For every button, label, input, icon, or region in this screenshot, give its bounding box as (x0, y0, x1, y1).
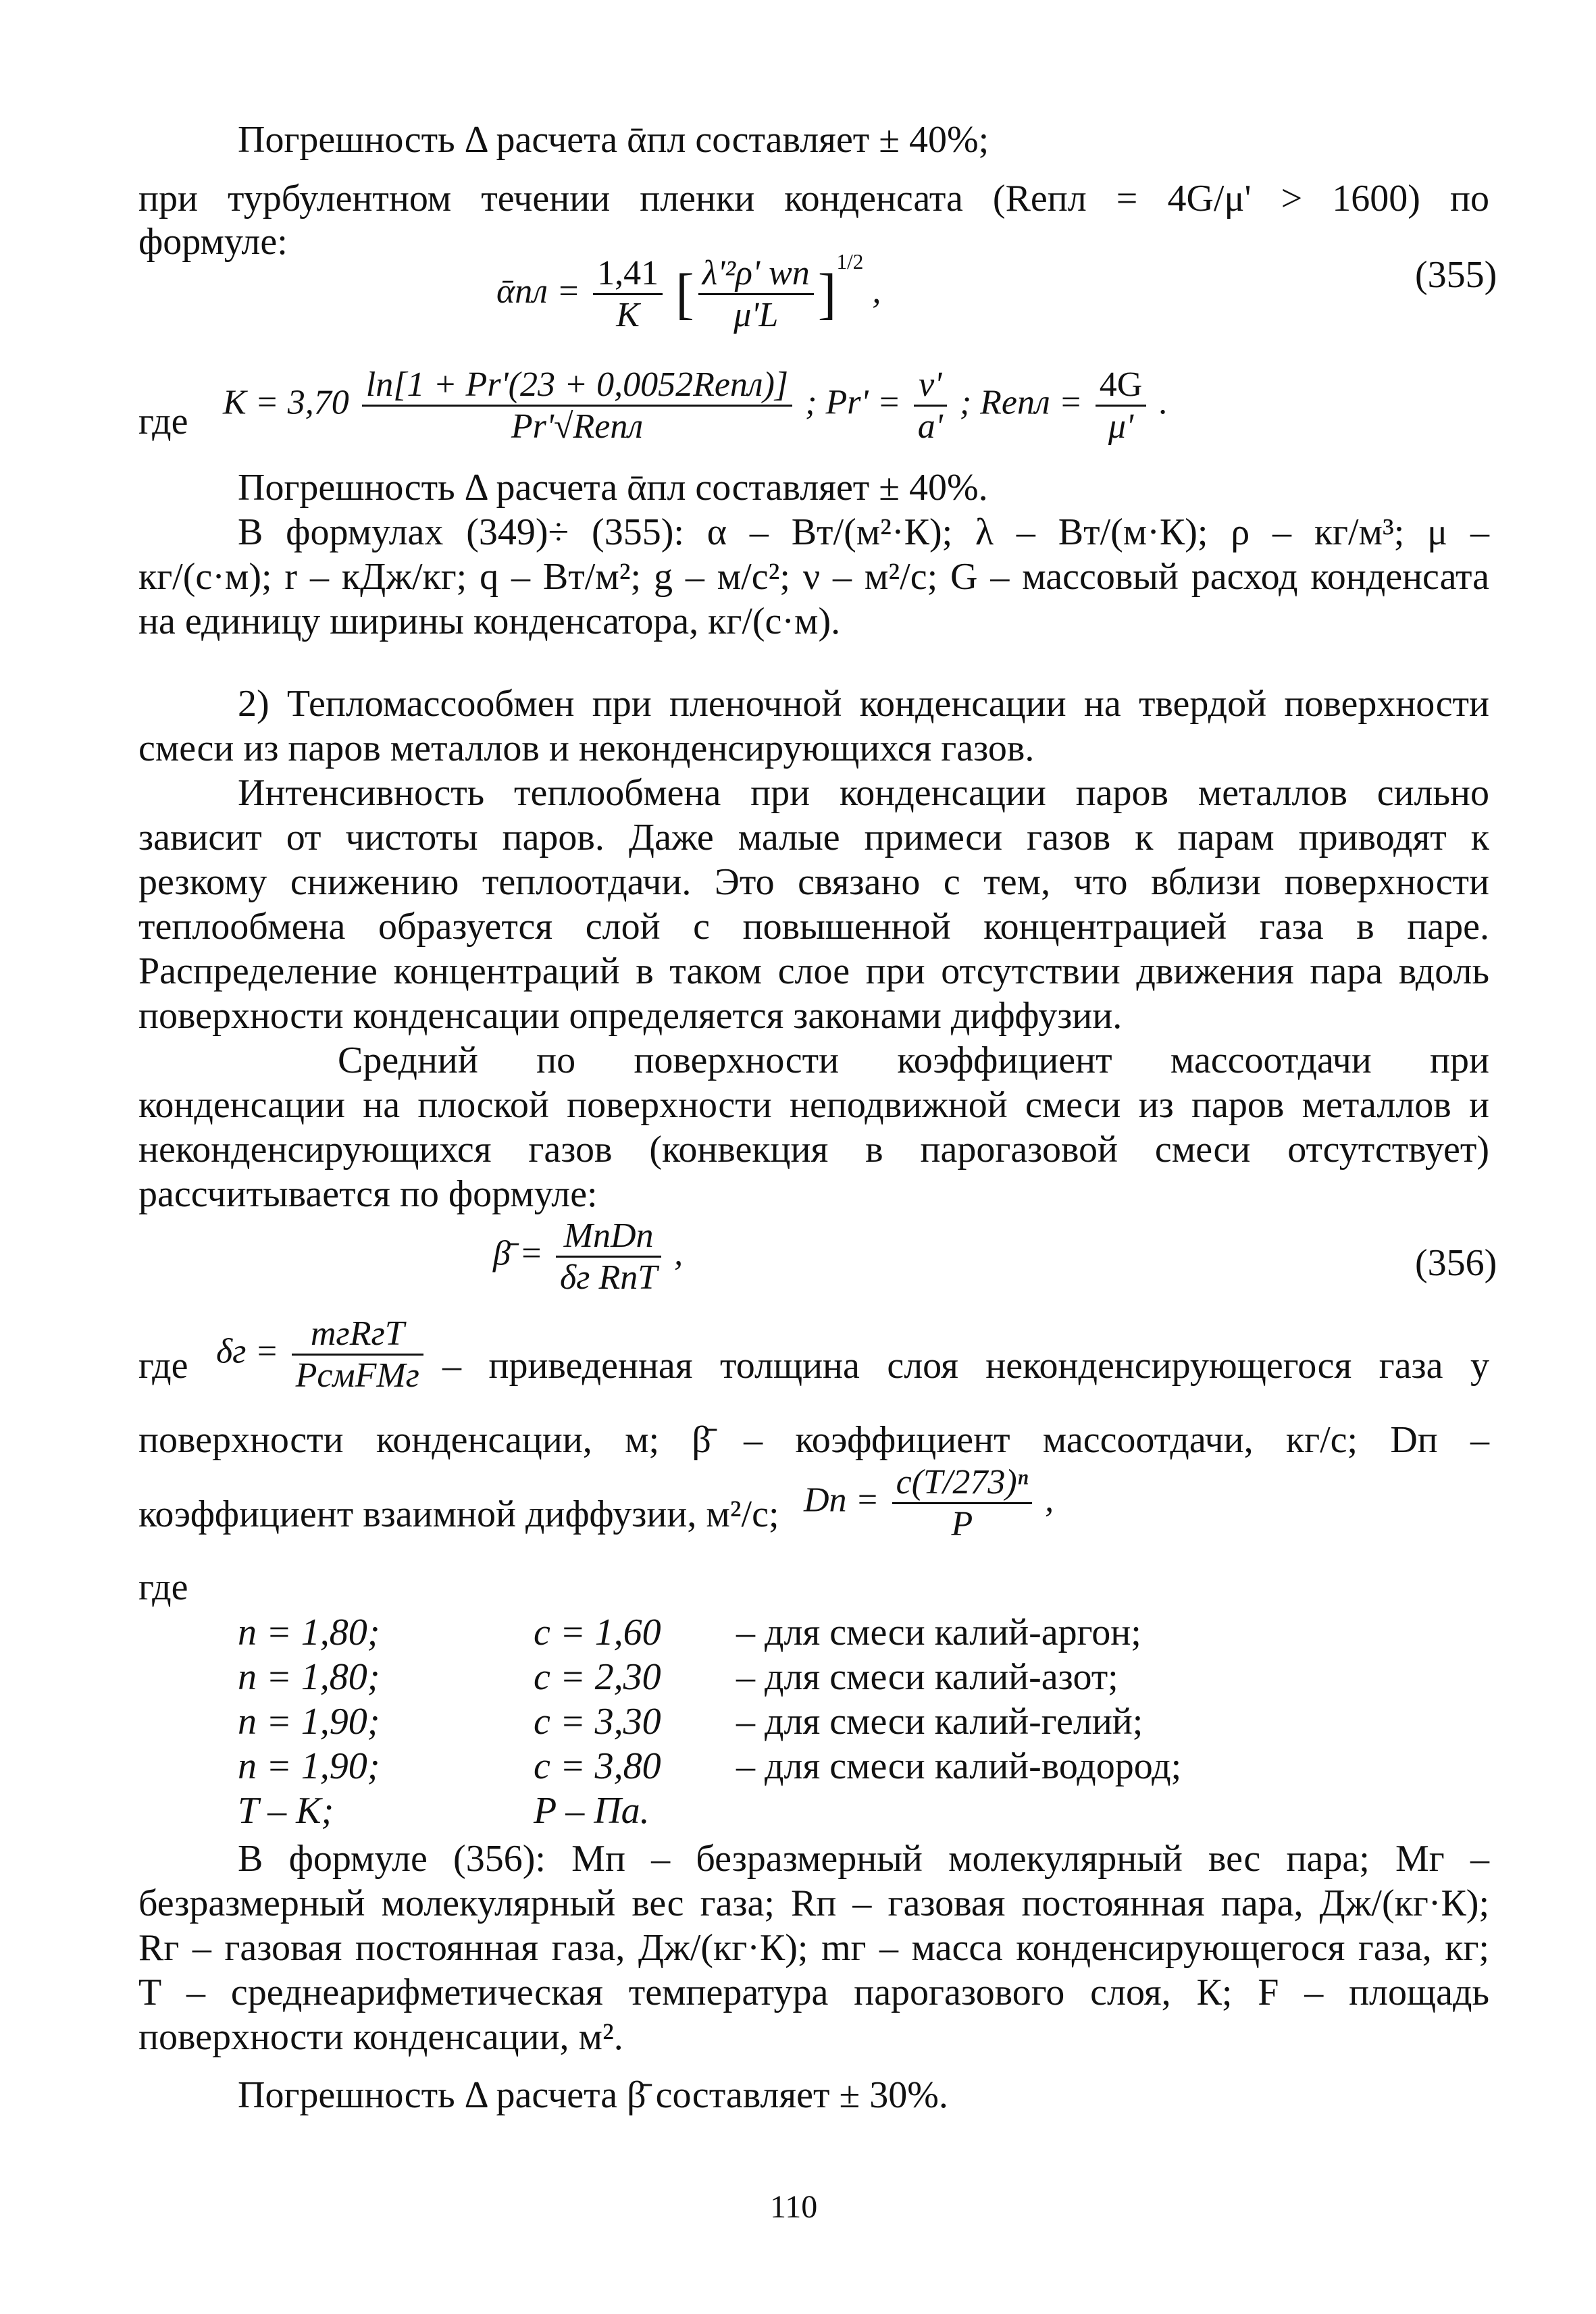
D-lhs: Dп = (804, 1481, 879, 1520)
para-1-line-3: резкому снижению теплоотдачи. Это связано с тем, что вблизи поверхности (138, 861, 1489, 903)
K-definition: K = 3,70 $\frac{\text{ln[1 + Pr'(23 + 0,0052Reпл)]}}{\text{Pr'√Reпл}}$ ; Pr' = $\frac{\nu'}{a'}$ ; Reпл = $\frac{4G}{\mu'}$ . (223, 365, 1168, 446)
final-para-line-2: безразмерный молекулярный вес газа; Rп – газовая постоянная пара, Дж/(кг·К); (138, 1882, 1489, 1924)
equation-356: β̄ = $\frac{\text{MпDп}}{\text{δг RпT}}$ , (493, 1216, 684, 1297)
units-line-1: В формулах (349)÷ (355): α – Вт/(м²·К); λ – Вт/(м·К); ρ – кг/м³; μ – (238, 511, 1489, 553)
where-label-2: где (138, 1345, 188, 1387)
eq-356-number: (356) (1415, 1242, 1497, 1284)
Re-den: μ' (1108, 407, 1134, 446)
final-para-line-5: поверхности конденсации, м². (138, 2016, 623, 2058)
Re-def: ; Reпл = (959, 383, 1083, 422)
where-label-1: где (138, 401, 188, 442)
delta-definition (216, 1314, 428, 1395)
alpha-power: 1/2 (836, 250, 864, 274)
eq-355-number: (355) (1415, 254, 1497, 296)
coef-row-5-n: T – K; (238, 1790, 334, 1832)
alpha-bracket-den: μ'L (733, 296, 779, 335)
final-para-line-1: В формуле (356): Mп – безразмерный молекулярный вес пара; Mг – (238, 1838, 1489, 1880)
coef-row-2-c: c = 2,30 (534, 1656, 661, 1698)
coef-row-1-c: c = 1,60 (534, 1612, 661, 1653)
coef-row-5-c: P – Па. (534, 1790, 650, 1832)
coef-row-3-n: n = 1,90; (238, 1701, 380, 1743)
beta-den: δг RпT (560, 1258, 658, 1297)
units-line-3: на единицу ширины конденсатора, кг/(с·м). (138, 600, 841, 642)
para-2-line-3: неконденсирующихся газов (конвекция в парогазовой смеси отсутствует) (138, 1129, 1489, 1171)
formula-word: формуле: (138, 221, 288, 263)
coef-row-4-desc: – для смеси калий-водород; (736, 1745, 1182, 1787)
coef-row-1-n: n = 1,80; (238, 1612, 380, 1653)
error-note-beta: Погрешность Δ расчета β̄ составляет ± 30%. (238, 2074, 948, 2116)
error-note-alpha-1: Погрешность Δ расчета ᾱпл составляет ± 40%; (238, 119, 989, 161)
D-definition: Dп = $\frac{\text{c(T/273)ⁿ}}{P}$ , (804, 1463, 1054, 1543)
delta-num: mгRгT (292, 1314, 423, 1356)
Re-num: 4G (1096, 365, 1147, 407)
delta-lhs: δг = (216, 1332, 279, 1371)
page-number: 110 (770, 2189, 818, 2225)
K-lhs: K = 3,70 (223, 383, 349, 422)
para-2-line-1: Средний по поверхности коэффициент массоотдачи при (338, 1039, 1489, 1081)
coef-row-4-n: n = 1,90; (238, 1745, 380, 1787)
para-1-line-2: зависит от чистоты паров. Даже малые примеси газов к парам приводят к (138, 817, 1489, 858)
final-para-line-3: Rг – газовая постоянная газа, Дж/(кг·К); mг – масса конденсирующегося газа, кг; (138, 1927, 1489, 1969)
para-1-line-4: теплообмена образуется слой с повышенной концентрацией газа в паре. (138, 906, 1489, 948)
para-2-line-4: рассчитывается по формуле: (138, 1173, 598, 1215)
coef-row-1-desc: – для смеси калий-аргон; (736, 1612, 1141, 1653)
final-para-line-4: T – среднеарифметическая температура парогазового слоя, К; F – площадь (138, 1972, 1489, 2013)
alpha-bracket-num: λ'²ρ' wп (698, 253, 814, 295)
D-num: c(T/273)ⁿ (892, 1462, 1032, 1504)
Pr-num: ν' (914, 365, 947, 407)
equation-355: ᾱпл = $\frac{1,41}{K}$ [ $\frac{\text{λ'²ρ' wп}}{\mu'L}$ ]$^{1/2}$ , (496, 250, 881, 335)
delta-description: – приведенная толщина слоя неконденсирующегося газа у (442, 1345, 1489, 1387)
coef-row-2-desc: – для смеси калий-азот; (736, 1656, 1118, 1698)
coef-row-2-n: n = 1,80; (238, 1656, 380, 1698)
para-1-line-6: поверхности конденсации определяется законами диффузии. (138, 995, 1123, 1037)
Pr-den: a' (917, 407, 943, 446)
alpha-coef-num: 1,41 (593, 253, 663, 295)
K-den: Pr'√Reпл (511, 407, 644, 446)
section-2-heading-2: смеси из паров металлов и неконденсирующихся газов. (138, 727, 1035, 769)
turbulent-intro: при турбулентном течении пленки конденсата (Reпл = 4G/μ' > 1600) по (138, 178, 1489, 220)
K-num: ln[1 + Pr'(23 + 0,0052Reпл)] (362, 365, 792, 407)
delta-den: PсмFMг (295, 1356, 419, 1395)
para-1-line-1: Интенсивность теплообмена при конденсации паров металлов сильно (238, 772, 1489, 814)
beta-num: MпDп (556, 1216, 661, 1258)
beta-lhs: β̄ = (493, 1234, 543, 1273)
coef-row-3-c: c = 3,30 (534, 1701, 661, 1743)
beta-description: поверхности конденсации, м; β̄ – коэффициент массоотдачи, кг/с; Dп – (138, 1419, 1489, 1461)
para-1-line-5: Распределение концентраций в таком слое при отсутствии движения пара вдоль (138, 950, 1489, 992)
section-2-heading-1: 2) Тепломассообмен при пленочной конденсации на твердой поверхности (238, 683, 1489, 725)
alpha-lhs: ᾱпл = (496, 272, 581, 311)
alpha-coef-den: K (616, 296, 640, 335)
para-2-line-2: конденсации на плоской поверхности неподвижной смеси из паров металлов и (138, 1084, 1489, 1126)
diffusion-coefficient-text: коэффициент взаимной диффузии, м²/с; (138, 1493, 779, 1535)
error-note-alpha-2: Погрешность Δ расчета ᾱпл составляет ± 40%. (238, 467, 988, 509)
coef-row-3-desc: – для смеси калий-гелий; (736, 1701, 1143, 1743)
units-line-2: кг/(с·м); r – кДж/кг; q – Вт/м²; g – м/с²; ν – м²/с; G – массовый расход конденсата (138, 556, 1489, 598)
coef-row-4-c: c = 3,80 (534, 1745, 661, 1787)
D-den: P (951, 1505, 973, 1543)
where-label-3: где (138, 1566, 188, 1608)
Pr-def: ; Pr' = (805, 383, 901, 422)
